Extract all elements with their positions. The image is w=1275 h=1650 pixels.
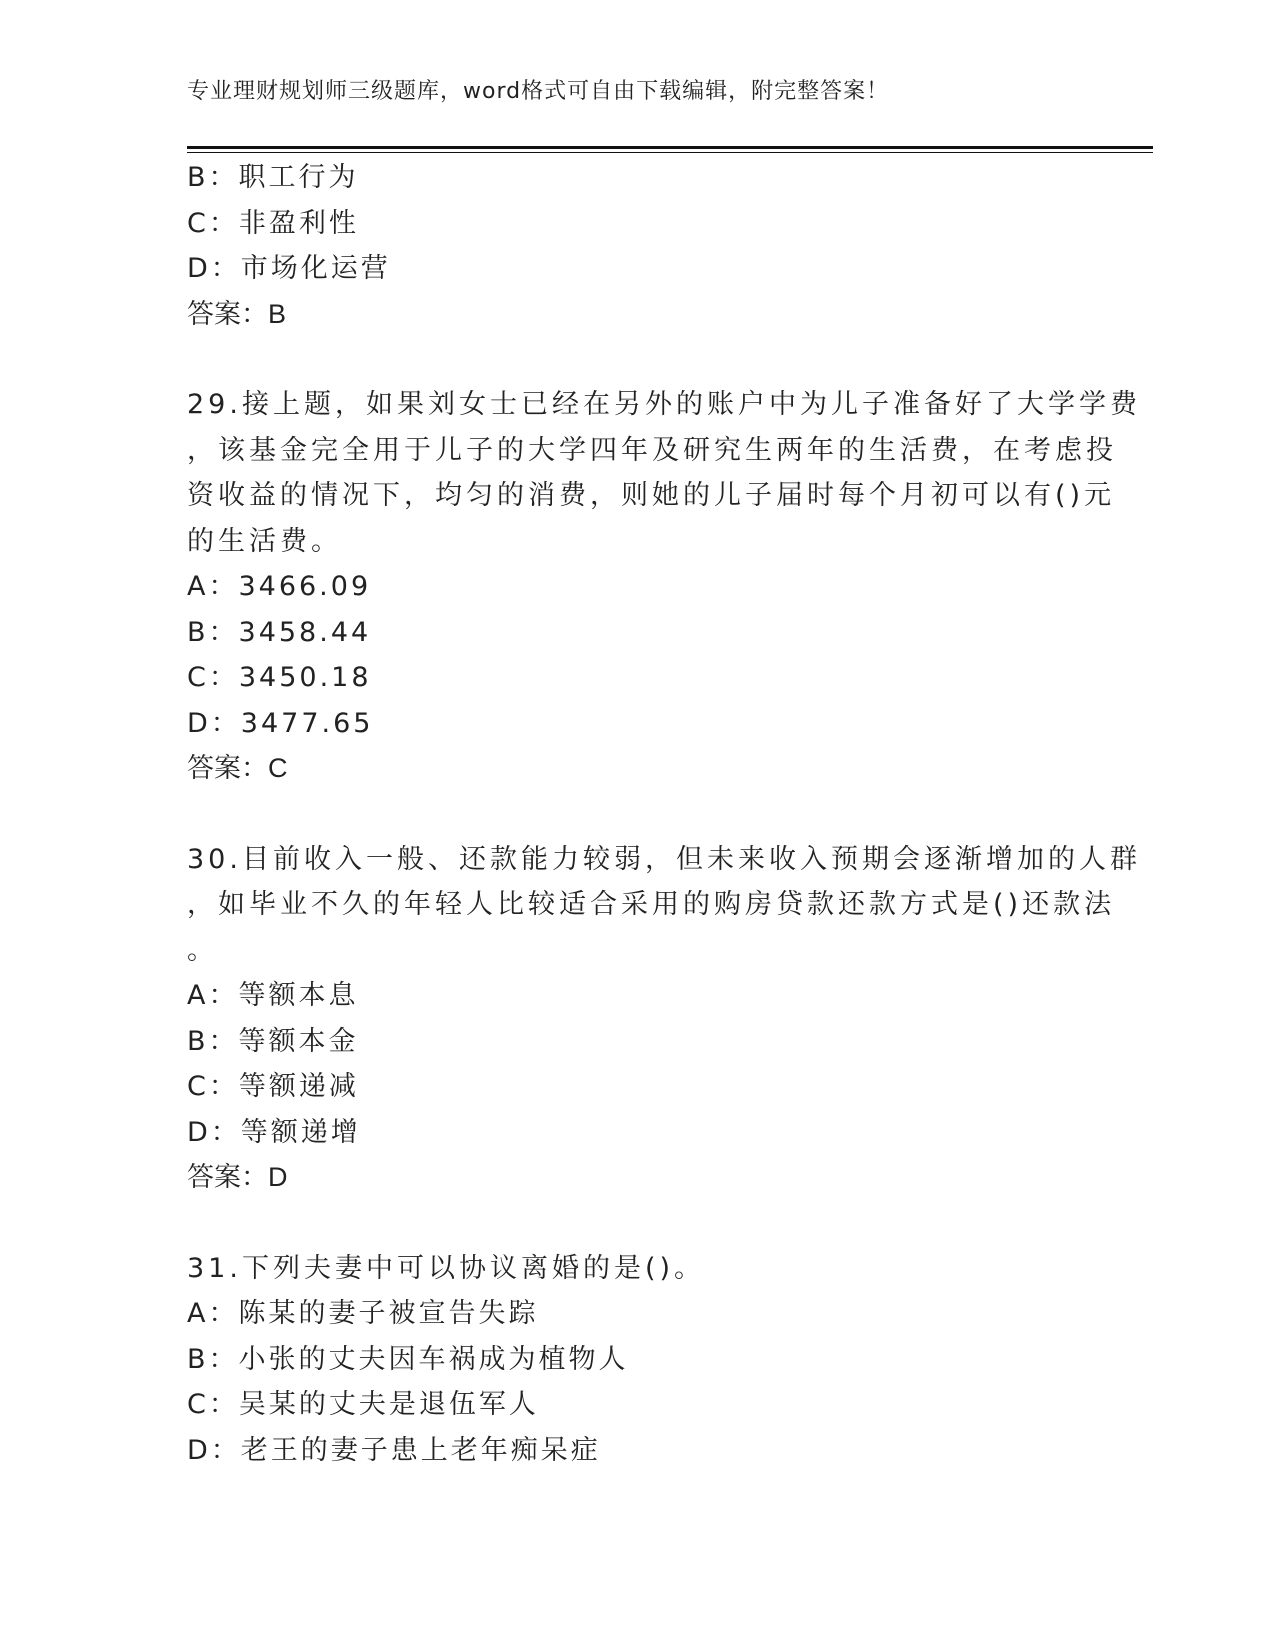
question-stem-line: ，该基金完全用于儿子的大学四年及研究生两年的生活费，在考虑投 xyxy=(187,434,1117,466)
page-header: 专业理财规划师三级题库，word格式可自由下载编辑，附完整答案！ xyxy=(187,79,890,104)
option-d: D：等额递增 xyxy=(187,1116,361,1148)
answer-line: 答案：D xyxy=(187,1162,288,1192)
question-31 xyxy=(187,1246,1087,1474)
question-stem-line: ，如毕业不久的年轻人比较适合采用的购房贷款还款方式是()还款法 xyxy=(187,889,1116,920)
question-29 xyxy=(187,382,1141,792)
answer-line: 答案：C xyxy=(187,753,288,783)
prev-question-block xyxy=(187,155,1087,337)
answer-line: 答案：B xyxy=(187,298,287,329)
option-b: B：职工行为 xyxy=(187,162,359,193)
option-b: B：小张的丈夫因车祸成为植物人 xyxy=(187,1343,629,1375)
option-b: B：等额本金 xyxy=(187,1025,359,1057)
question-stem-line: 30.目前收入一般、还款能力较弱，但未来收入预期会逐渐增加的人群 xyxy=(187,843,1141,875)
option-a: A：陈某的妻子被宣告失踪 xyxy=(187,1298,539,1329)
header-rule-thick xyxy=(187,146,1153,149)
question-content xyxy=(187,155,1141,1473)
option-c: C：非盈利性 xyxy=(187,207,359,239)
option-c: C：3450.18 xyxy=(187,662,372,693)
option-c: C：等额递减 xyxy=(187,1071,359,1102)
option-c: C：吴某的丈夫是退伍军人 xyxy=(187,1389,539,1420)
question-30 xyxy=(187,837,1141,1201)
option-a: A：3466.09 xyxy=(187,571,372,602)
question-stem-line: 29.接上题，如果刘女士已经在另外的账户中为儿子准备好了大学学费 xyxy=(187,389,1141,420)
option-a: A：等额本息 xyxy=(187,980,359,1011)
option-d: D：市场化运营 xyxy=(187,253,391,284)
question-stem-line: 的生活费。 xyxy=(187,525,342,557)
option-d: D：老王的妻子患上老年痴呆症 xyxy=(187,1434,601,1466)
question-stem-line: 资收益的情况下，均匀的消费，则她的儿子届时每个月初可以有()元 xyxy=(187,480,1116,511)
question-stem-line: 。 xyxy=(187,934,218,966)
option-b: B：3458.44 xyxy=(187,616,372,648)
header-rule-thin xyxy=(187,152,1153,153)
question-stem-line: 31.下列夫妻中可以协议离婚的是()。 xyxy=(187,1252,706,1284)
option-d: D：3477.65 xyxy=(187,707,374,739)
